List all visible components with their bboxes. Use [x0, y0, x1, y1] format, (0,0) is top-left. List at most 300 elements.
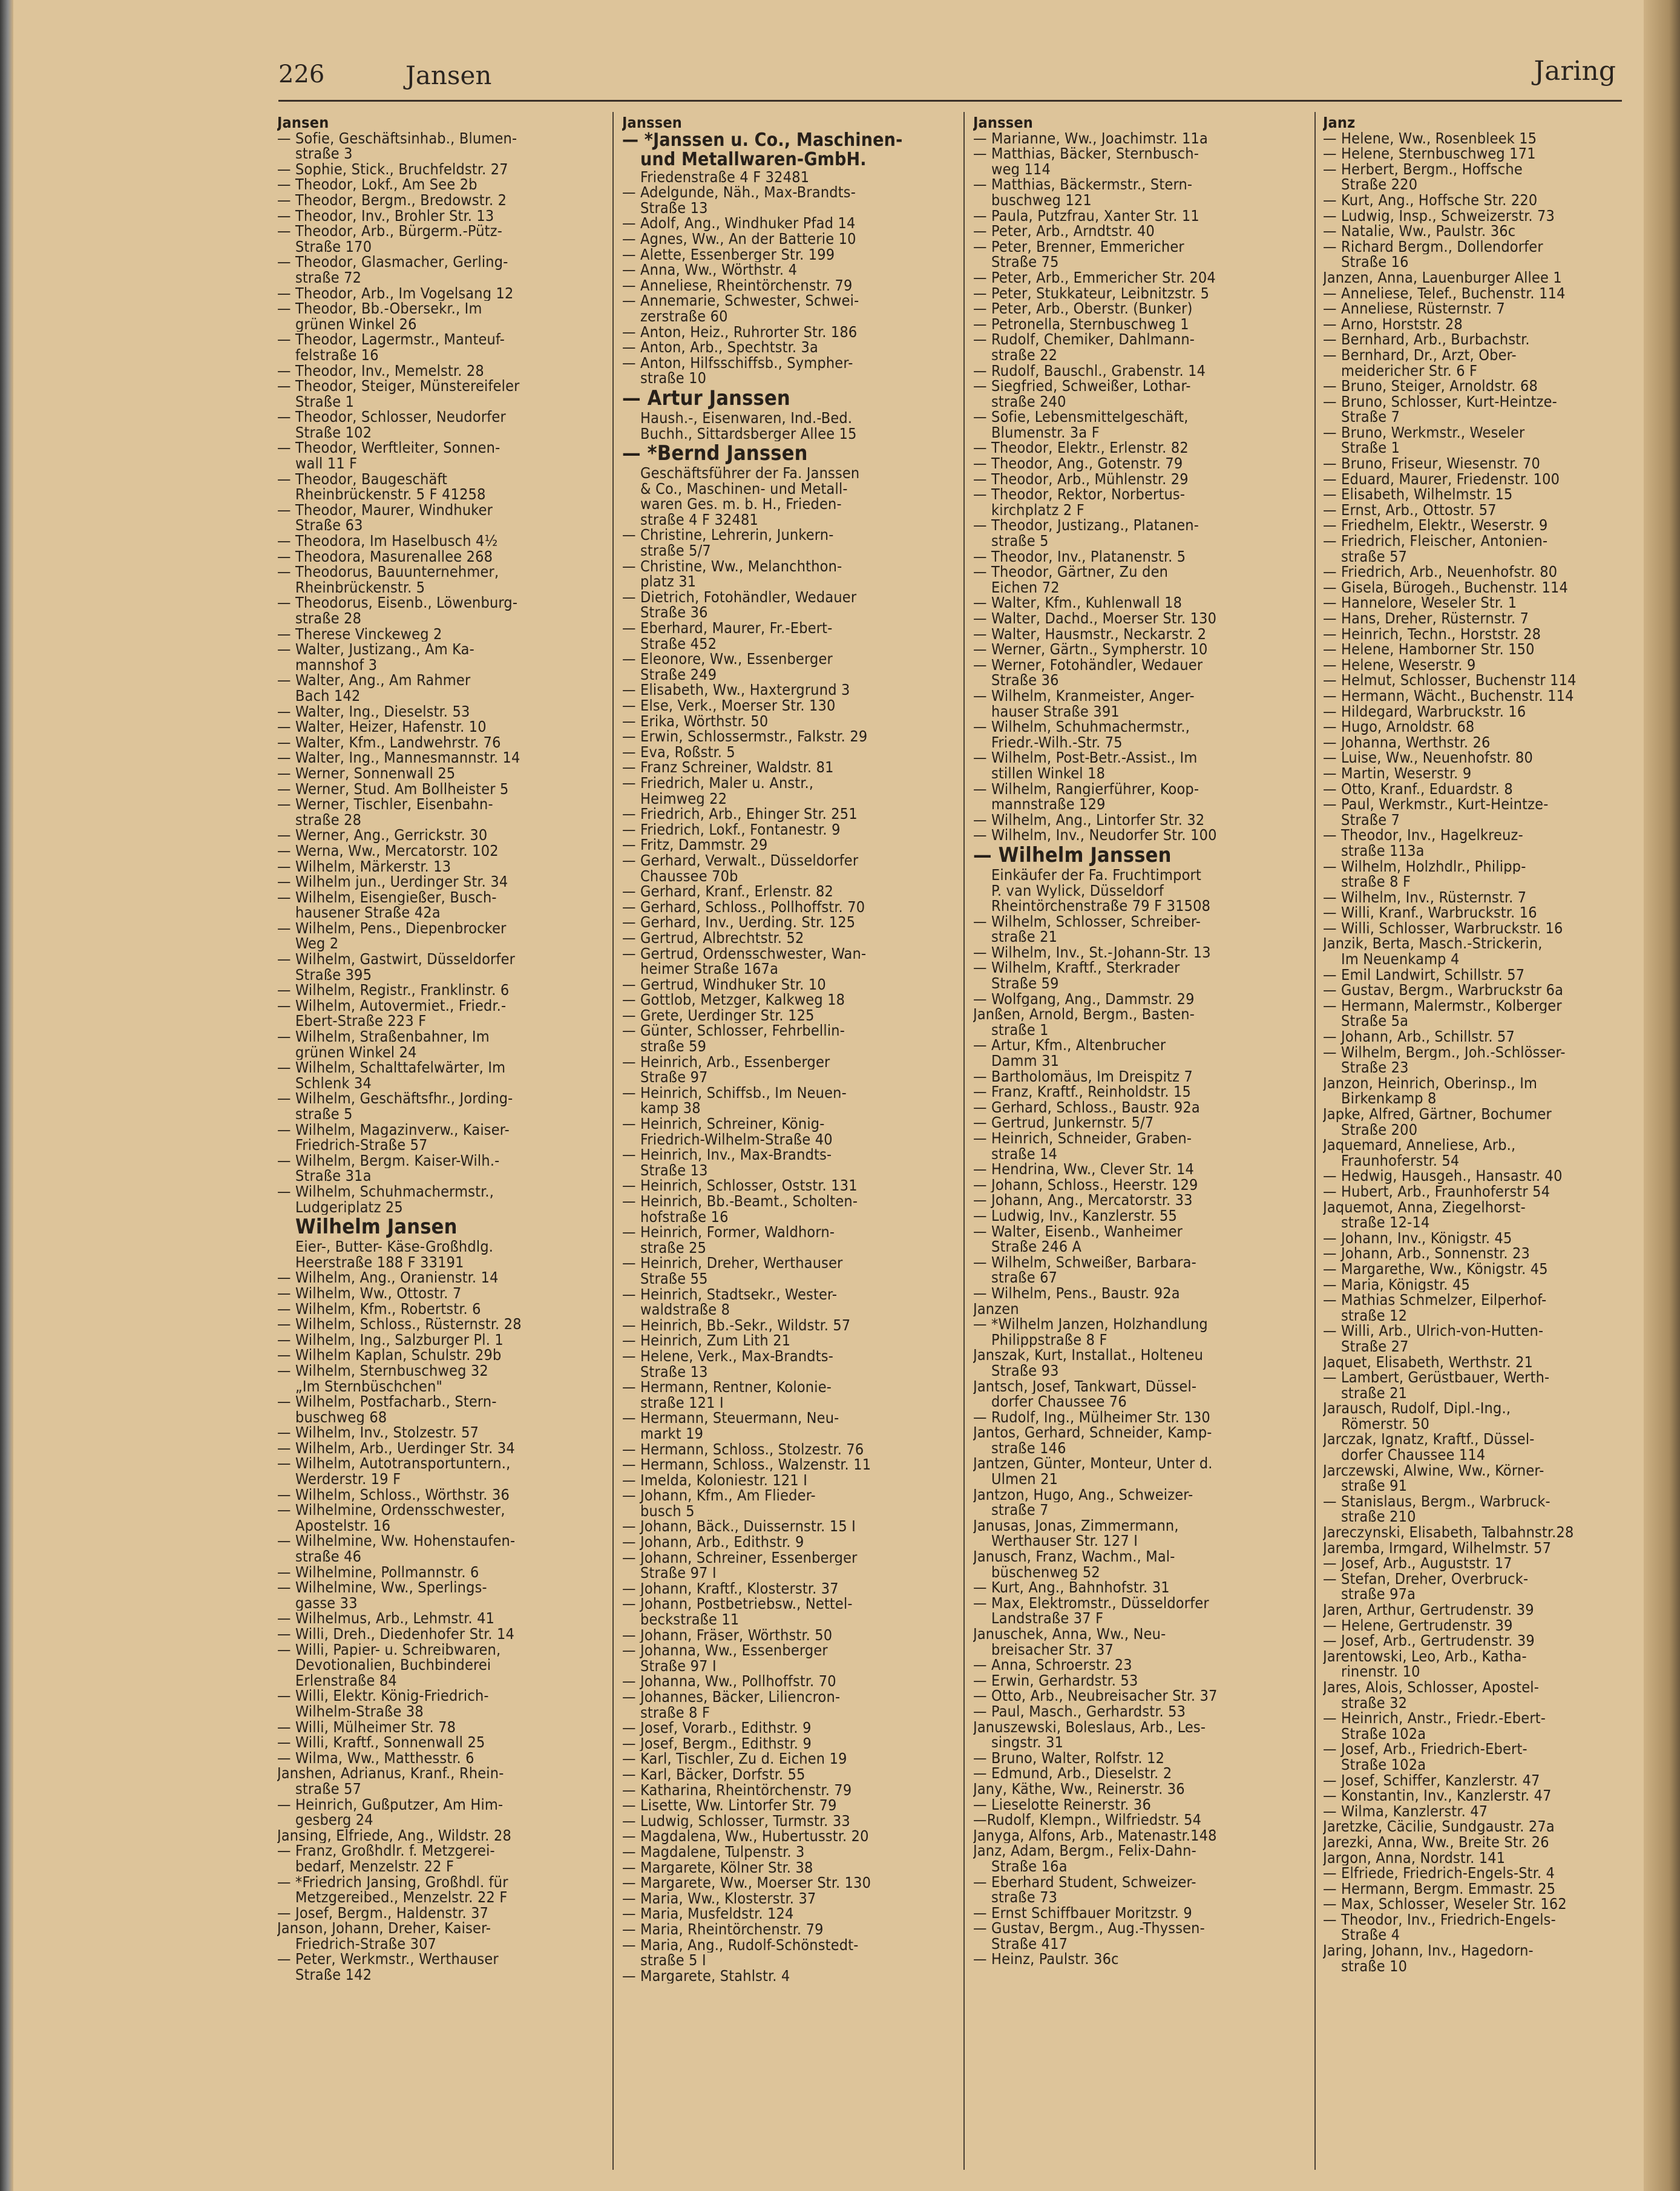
directory-entry-line: Devotionalien, Buchbinderei — [295, 1657, 491, 1673]
directory-entry-line: — Rudolf, Bauschl., Grabenstr. 14 — [973, 363, 1206, 379]
directory-entry-line: — Theodor, Rektor, Norbertus- — [973, 487, 1186, 502]
directory-entry-line: — Theodor, Lagermstr., Manteuf- — [277, 332, 505, 347]
directory-entry-line: — Gerhard, Kranf., Erlenstr. 82 — [622, 884, 834, 899]
directory-entry-line: — Theodora, Im Haselbusch 4½ — [277, 533, 498, 549]
directory-entry-line: — Werner, Fotohändler, Wedauer — [973, 657, 1203, 673]
directory-entry-line: — Johanna, Ww., Pollhoffstr. 70 — [622, 1674, 836, 1689]
directory-entry-line: — Wilhelmine, Ww., Sperlings- — [277, 1580, 487, 1595]
directory-entry-line: breisacher Str. 37 — [991, 1641, 1114, 1658]
directory-entry-line: — Anton, Arb., Spechtstr. 3a — [622, 340, 819, 355]
directory-entry-line: Straße 16a — [991, 1858, 1068, 1874]
directory-entry-line: — Heinrich, Schlosser, Oststr. 131 — [622, 1178, 858, 1194]
directory-entry-line: Straße 97 I — [640, 1565, 717, 1581]
directory-entry-line: — Ernst Schiffbauer Moritzstr. 9 — [973, 1905, 1192, 1921]
directory-entry-line: kamp 38 — [640, 1100, 701, 1117]
directory-entry-line: straße 46 — [295, 1549, 362, 1565]
directory-entry-line: — Gerhard, Schloss., Pollhoffstr. 70 — [622, 899, 865, 915]
directory-entry-line: — Werner, Stud. Am Bollheister 5 — [277, 781, 509, 797]
directory-entry-line: straße 12-14 — [1341, 1215, 1430, 1230]
directory-entry-line: — Willi, Mülheimer Str. 78 — [277, 1719, 456, 1735]
directory-entry-line: Eichen 72 — [991, 579, 1060, 596]
directory-entry-line: Straße 7 — [1341, 409, 1400, 425]
directory-entry-line: Straße 59 — [991, 976, 1059, 991]
directory-entry-line: rinenstr. 10 — [1341, 1664, 1420, 1680]
directory-entry-line: — Mathias Schmelzer, Eilperhof- — [1323, 1292, 1547, 1308]
directory-entry-line: — Hugo, Arnoldstr. 68 — [1323, 719, 1475, 735]
directory-entry-line: — Theodora, Masurenallee 268 — [277, 548, 493, 565]
directory-entry-line: Straße 170 — [295, 238, 372, 255]
directory-entry-line: — Gustav, Bergm., Warbruckstr 6a — [1323, 982, 1564, 998]
directory-entry-line: — Herbert, Bergm., Hoffsche — [1323, 161, 1523, 177]
directory-entry-line: — Johannes, Bäcker, Liliencron- — [622, 1689, 841, 1705]
directory-entry-line: — Anneliese, Rheintörchenstr. 79 — [622, 277, 853, 294]
running-head-right: Jaring — [1534, 56, 1616, 87]
directory-entry-line: — Johann, Arb., Sonnenstr. 23 — [1323, 1246, 1531, 1261]
directory-entry-line: — Wilhelm Kaplan, Schulstr. 29b — [277, 1347, 502, 1363]
directory-entry-line: — Elfriede, Friedrich-Engels-Str. 4 — [1323, 1865, 1555, 1881]
directory-entry-line: — Paula, Putzfrau, Xanter Str. 11 — [973, 208, 1199, 224]
directory-entry-line: — Theodor, Bergm., Bredowstr. 2 — [277, 192, 507, 208]
directory-entry-line: Januschek, Anna, Ww., Neu- — [973, 1626, 1166, 1642]
directory-entry-line: Werderstr. 19 F — [295, 1471, 401, 1487]
directory-entry-line: Jarczewski, Alwine, Ww., Körner- — [1323, 1462, 1544, 1479]
directory-entry-line: Straße 142 — [295, 1967, 372, 1983]
column-divider — [963, 112, 965, 2170]
directory-entry-line: — Josef, Schiffer, Kanzlerstr. 47 — [1323, 1772, 1540, 1789]
directory-entry-line: — Willi, Arb., Ulrich-von-Hutten- — [1323, 1323, 1544, 1339]
directory-entry-line: — Helene, Hamborner Str. 150 — [1323, 642, 1535, 657]
directory-entry-line: — Heinrich, Inv., Max-Brandts- — [622, 1147, 832, 1163]
directory-entry-line: — Theodor, Baugeschäft — [277, 471, 448, 487]
directory-entry-line: markt 19 — [640, 1425, 704, 1442]
directory-entry-line: — Ludwig, Inv., Kanzlerstr. 55 — [973, 1207, 1178, 1224]
directory-entry-line: — Hermann, Schloss., Stolzestr. 76 — [622, 1441, 864, 1457]
directory-entry-line: — Wilhelm, Schloss., Wörthstr. 36 — [277, 1486, 510, 1503]
directory-entry-line: Jantzon, Hugo, Ang., Schweizer- — [973, 1486, 1193, 1503]
directory-entry-line: Janz, Adam, Bergm., Felix-Dahn- — [973, 1843, 1196, 1859]
directory-entry-line: Jantos, Gerhard, Schneider, Kamp- — [973, 1425, 1212, 1440]
directory-entry-line: Jarezki, Anna, Ww., Breite Str. 26 — [1323, 1834, 1549, 1850]
directory-entry-line: — Johann, Fräser, Wörthstr. 50 — [622, 1627, 833, 1643]
directory-entry-line: — Eduard, Maurer, Friedenstr. 100 — [1323, 471, 1560, 487]
directory-entry-line: — Peter, Arb., Emmericher Str. 204 — [973, 269, 1216, 286]
directory-entry-line: Rheinbrückenstr. 5 — [295, 579, 425, 596]
directory-entry-line: Haush.-, Eisenwaren, Ind.-Bed. — [640, 410, 853, 426]
directory-entry-line: — Johann, Bäck., Duissernstr. 15 I — [622, 1519, 856, 1535]
directory-entry-line: Straße 417 — [991, 1936, 1068, 1952]
directory-entry-line: — Gerhard, Verwalt., Düsseldorfer — [622, 852, 859, 869]
directory-entry-line: — Heinrich, Anstr., Friedr.-Ebert- — [1323, 1710, 1546, 1726]
directory-entry-line: Jantsch, Josef, Tankwart, Düssel- — [973, 1378, 1197, 1394]
directory-entry-line: straße 113a — [1341, 843, 1425, 859]
directory-entry-line: — Heinrich, Schiffsb., Im Neuen- — [622, 1085, 847, 1101]
directory-entry-line: Jaren, Arthur, Gertrudenstr. 39 — [1323, 1602, 1534, 1618]
directory-entry-line: straße 4 F 32481 — [640, 511, 758, 528]
directory-entry-line: — Karl, Bäcker, Dorfstr. 55 — [622, 1766, 806, 1782]
directory-entry-line: Jarentowski, Leo, Arb., Katha- — [1323, 1648, 1527, 1664]
directory-entry-line: wall 11 F — [295, 456, 358, 471]
directory-entry-line: — Theodor, Werftleiter, Sonnen- — [277, 440, 500, 456]
directory-entry-line: — Hermann, Steuermann, Neu- — [622, 1410, 839, 1426]
directory-entry-line: Jaquemard, Anneliese, Arb., — [1323, 1137, 1516, 1153]
directory-entry-line: — Franz, Großhdlr. f. Metzgerei- — [277, 1843, 495, 1859]
directory-entry-line: Jantzen, Günter, Monteur, Unter d. — [973, 1456, 1213, 1472]
directory-entry-line: — Theodor, Glasmacher, Gerling- — [277, 254, 508, 270]
directory-entry-line: — Willi, Papier- u. Schreibwaren, — [277, 1641, 501, 1658]
directory-entry-line: — Peter, Stukkateur, Leibnitzstr. 5 — [973, 285, 1210, 301]
directory-entry-line: — Agnes, Ww., An der Batterie 10 — [622, 231, 856, 247]
directory-entry-line: — Wolfgang, Ang., Dammstr. 29 — [973, 991, 1195, 1007]
directory-entry-line: straße 8 F — [1341, 874, 1411, 890]
directory-entry-line: — Wilhelm, Ang., Oranienstr. 14 — [277, 1270, 499, 1286]
directory-entry-line: — Willi, Elektr. König-Friedrich- — [277, 1688, 489, 1704]
directory-entry-line: — Wilhelm, Geschäftsfhr., Jording- — [277, 1091, 513, 1106]
directory-entry-line: Straße 220 — [1341, 177, 1418, 192]
directory-entry-line: straße 14 — [991, 1146, 1058, 1162]
directory-entry-line: — Margarethe, Ww., Königstr. 45 — [1323, 1261, 1548, 1277]
directory-entry-line: Straße 395 — [295, 967, 372, 983]
directory-column-1 — [277, 115, 604, 2173]
directory-entry-line: Straße 97 — [640, 1069, 708, 1085]
directory-entry-line: Jaretzke, Cäcilie, Sundgaustr. 27a — [1323, 1819, 1555, 1835]
directory-entry-line: — Walter, Ing., Mannesmannstr. 14 — [277, 750, 520, 766]
directory-entry-line: — Hedwig, Hausgeh., Hansastr. 40 — [1323, 1168, 1563, 1184]
directory-entry-line: — Anna, Ww., Wörthstr. 4 — [622, 262, 798, 278]
directory-entry-line: Landstraße 37 F — [991, 1611, 1104, 1626]
directory-entry-line: — Petronella, Sternbuschweg 1 — [973, 316, 1189, 332]
directory-entry-line: — Wilhelm, Post-Betr.-Assist., Im — [973, 750, 1198, 766]
directory-entry-line: P. van Wylick, Düsseldorf — [991, 882, 1164, 899]
directory-entry-line: — Bruno, Schlosser, Kurt-Heintze- — [1323, 393, 1557, 410]
directory-entry-line: platz 31 — [640, 574, 697, 590]
directory-entry-line: straße 67 — [991, 1270, 1058, 1286]
directory-entry-line: — Maria, Königstr. 45 — [1323, 1276, 1471, 1293]
directory-entry-line: waldstraße 8 — [640, 1302, 730, 1318]
directory-entry-line: — Matthias, Bäcker, Sternbusch- — [973, 146, 1199, 162]
directory-entry-line: — Artur Janssen — [622, 386, 790, 410]
directory-entry-line: Janszak, Kurt, Installat., Holteneu — [973, 1347, 1204, 1363]
directory-entry-line: — Josef, Bergm., Haldenstr. 37 — [277, 1905, 489, 1921]
directory-entry-line: — Hubert, Arb., Fraunhoferstr 54 — [1323, 1183, 1550, 1200]
directory-entry-line: — Wilhelm, Sternbuschweg 32 — [277, 1362, 488, 1379]
directory-entry-line: Jarczak, Ignatz, Kraftf., Düssel- — [1323, 1431, 1535, 1448]
directory-entry-line: Rheintörchenstraße 79 F 31508 — [991, 898, 1211, 914]
directory-entry-line: — Wilhelm, Schweißer, Barbara- — [973, 1254, 1196, 1270]
directory-entry-line: Jany, Käthe, Ww., Reinerstr. 36 — [973, 1781, 1185, 1797]
directory-entry-line: — Gertrud, Albrechtstr. 52 — [622, 930, 804, 946]
directory-entry-line: — Eberhard, Maurer, Fr.-Ebert- — [622, 620, 833, 636]
directory-entry-line: Geschäftsführer der Fa. Janssen — [640, 465, 860, 481]
directory-entry-line: Janßen, Arnold, Bergm., Basten- — [973, 1007, 1195, 1022]
directory-entry-line: — Heinrich, Schneider, Graben- — [973, 1131, 1192, 1146]
directory-entry-line: Straße 36 — [640, 605, 708, 621]
directory-entry-line: — Friedrich, Maler u. Anstr., — [622, 775, 814, 791]
directory-entry-line: — Willi, Kraftf., Sonnenwall 25 — [277, 1735, 485, 1750]
directory-entry-line: — Rudolf, Chemiker, Dahlmann- — [973, 332, 1195, 347]
directory-entry-line: — Maria, Ww., Klosterstr. 37 — [622, 1890, 816, 1907]
directory-entry-line: — Josef, Arb., Auguststr. 17 — [1323, 1555, 1512, 1571]
directory-entry-line: — Peter, Arb., Oberstr. (Bunker) — [973, 301, 1193, 317]
directory-entry-line: — Johann, Postbetriebsw., Nettel- — [622, 1596, 853, 1612]
directory-entry-line: straße 1 — [991, 1022, 1049, 1038]
directory-entry-line: — Wilma, Ww., Matthesstr. 6 — [277, 1750, 474, 1766]
directory-entry-line: kirchplatz 2 F — [991, 502, 1084, 518]
directory-entry-line: — Wilhelmine, Ww. Hohenstaufen- — [277, 1533, 516, 1549]
directory-entry-line: — Peter, Arb., Arndtstr. 40 — [973, 223, 1155, 239]
directory-entry-line: — Bernhard, Arb., Burbachstr. — [1323, 332, 1530, 347]
directory-entry-line: — Fritz, Dammstr. 29 — [622, 837, 768, 853]
directory-entry-line: — Grete, Uerdinger Str. 125 — [622, 1007, 815, 1023]
directory-entry-line: hausener Straße 42a — [295, 905, 441, 921]
directory-entry-line: straße 5/7 — [640, 543, 711, 559]
directory-entry-line: Rheinbrückenstr. 5 F 41258 — [295, 487, 486, 502]
directory-entry-line: — Wilhelm, Pens., Diepenbrocker — [277, 920, 507, 936]
directory-entry-line: — Wilma, Kanzlerstr. 47 — [1323, 1803, 1488, 1819]
directory-entry-line: — Heinz, Paulstr. 36c — [973, 1951, 1119, 1968]
directory-entry-line: — Eberhard Student, Schweizer- — [973, 1874, 1196, 1890]
directory-entry-line: Jansing, Elfriede, Ang., Wildstr. 28 — [277, 1827, 511, 1844]
directory-entry-line: — Edmund, Arb., Dieselstr. 2 — [973, 1766, 1172, 1781]
directory-entry-line: — Wilhelm, Inv., Rüsternstr. 7 — [1323, 889, 1527, 905]
directory-entry-line: Straße 31a — [295, 1168, 372, 1184]
directory-entry-line: — Adelgunde, Näh., Max-Brandts- — [622, 185, 856, 200]
directory-entry-line: — Heinrich, Zum Lith 21 — [622, 1333, 791, 1348]
directory-column-4 — [1323, 115, 1626, 2173]
directory-entry-line: Janson, Johann, Dreher, Kaiser- — [277, 1920, 491, 1936]
directory-entry-line: — Wilhelm, Märkerstr. 13 — [277, 858, 451, 875]
directory-entry-line: Straße 102 — [295, 424, 372, 441]
directory-entry-line: — Wilhelmine, Pollmannstr. 6 — [277, 1564, 479, 1580]
directory-entry-line: — Ernst, Arb., Ottostr. 57 — [1323, 502, 1497, 518]
directory-entry-line: — Erwin, Gerhardstr. 53 — [973, 1672, 1138, 1689]
directory-entry-line: — Hans, Dreher, Rüsternstr. 7 — [1323, 611, 1529, 626]
directory-entry-line: — Maria, Rheintörchenstr. 79 — [622, 1921, 824, 1937]
directory-entry-line: — Helene, Ww., Rosenbleek 15 — [1323, 130, 1537, 146]
directory-entry-line: straße 121 I — [640, 1394, 724, 1411]
directory-entry-line: straße 57 — [295, 1781, 362, 1797]
directory-entry-line: Ulmen 21 — [991, 1471, 1058, 1487]
directory-entry-line: grünen Winkel 24 — [295, 1044, 417, 1060]
directory-entry-line: — Franz, Kraftf., Reinholdstr. 15 — [973, 1084, 1192, 1100]
directory-entry-line: Wilhelm Jansen — [295, 1215, 458, 1240]
directory-entry-line: — Friedrich, Arb., Ehinger Str. 251 — [622, 806, 858, 822]
directory-entry-line: Straße 246 A — [991, 1239, 1082, 1255]
directory-entry-line: — Bruno, Friseur, Wiesenstr. 70 — [1323, 456, 1540, 471]
directory-entry-line: — Maria, Ang., Rudolf-Schönstedt- — [622, 1937, 859, 1953]
directory-entry-line: straße 10 — [640, 370, 707, 386]
directory-entry-line: — Gertrud, Windhuker Str. 10 — [622, 976, 826, 993]
directory-entry-line: — Emil Landwirt, Schillstr. 57 — [1323, 967, 1525, 983]
directory-entry-line: — Theodor, Lokf., Am See 2b — [277, 177, 477, 192]
directory-entry-line: — Lambert, Gerüstbauer, Werth- — [1323, 1370, 1550, 1385]
directory-entry-line: — Johann, Inv., Königstr. 45 — [1323, 1230, 1512, 1246]
directory-entry-line: — Wilhelm, Kranmeister, Anger- — [973, 688, 1195, 704]
directory-entry-line: — Helene, Gertrudenstr. 39 — [1323, 1617, 1513, 1634]
directory-entry-line: straße 73 — [991, 1890, 1058, 1905]
directory-entry-line: — Peter, Brenner, Emmericher — [973, 238, 1184, 255]
directory-entry-line: — Sofie, Geschäftsinhab., Blumen- — [277, 130, 517, 146]
directory-entry-line: — Matthias, Bäckermstr., Stern- — [973, 177, 1193, 192]
directory-entry-line: Straße 102a — [1341, 1726, 1426, 1742]
directory-entry-line: — Hermann, Bergm. Emmastr. 25 — [1323, 1881, 1556, 1897]
directory-entry-line: — Heinrich, Dreher, Werthauser — [622, 1255, 843, 1271]
directory-entry-line: — Wilhelm, Straßenbahner, Im — [277, 1029, 490, 1045]
directory-entry-line: — Theodor, Ang., Gotenstr. 79 — [973, 456, 1183, 471]
directory-entry-line: — Wilhelm, Inv., Stolzestr. 57 — [277, 1425, 479, 1440]
directory-entry-line: Janssen — [622, 115, 683, 131]
directory-entry-line: — Annemarie, Schwester, Schwei- — [622, 293, 859, 309]
directory-entry-line: — Magdalene, Tulpenstr. 3 — [622, 1844, 805, 1860]
directory-entry-line: straße 28 — [295, 812, 362, 828]
directory-entry-line: — Therese Vinckeweg 2 — [277, 626, 442, 642]
directory-entry-line: buschweg 68 — [295, 1409, 387, 1425]
directory-entry-line: — Wilhelm, Registr., Franklinstr. 6 — [277, 982, 510, 998]
directory-entry-line: mannstraße 129 — [991, 797, 1106, 812]
directory-entry-line: straße 7 — [991, 1502, 1049, 1518]
directory-entry-line: — Wilhelm Janssen — [973, 843, 1172, 867]
directory-entry-line: — Gertrud, Junkernstr. 5/7 — [973, 1115, 1154, 1131]
directory-entry-line: Straße 75 — [991, 254, 1059, 270]
directory-entry-line: — Rudolf, Ing., Mülheimer Str. 130 — [973, 1409, 1210, 1425]
directory-entry-line: Friedr.-Wilh.-Str. 75 — [991, 734, 1123, 751]
directory-entry-line: — Josef, Arb., Friedrich-Ebert- — [1323, 1741, 1527, 1757]
directory-entry-line: — Erika, Wörthstr. 50 — [622, 713, 769, 729]
directory-entry-line: — Max, Elektromstr., Düsseldorfer — [973, 1595, 1209, 1611]
directory-entry-line: — Josef, Arb., Gertrudenstr. 39 — [1323, 1633, 1535, 1649]
directory-entry-line: — Wilhelm, Inv., Neudorfer Str. 100 — [973, 827, 1217, 843]
directory-entry-line: — Johann, Kraftf., Klosterstr. 37 — [622, 1580, 839, 1597]
directory-entry-line: Janssen — [973, 115, 1034, 131]
directory-entry-line: — Theodor, Inv., Platanenstr. 5 — [973, 548, 1186, 565]
directory-entry-line: — Theodor, Arb., Im Vogelsang 12 — [277, 285, 514, 301]
directory-entry-line: Chaussee 70b — [640, 868, 738, 884]
directory-entry-line: waren Ges. m. b. H., Frieden- — [640, 496, 842, 512]
directory-entry-line: — Gerhard, Inv., Uerding. Str. 125 — [622, 915, 856, 930]
directory-entry-line: Ludgeriplatz 25 — [295, 1199, 403, 1215]
directory-entry-line: Janzon, Heinrich, Oberinsp., Im — [1323, 1075, 1538, 1091]
directory-entry-line: straße 5 I — [640, 1953, 706, 1968]
directory-entry-line: — Wilhelm, Ww., Ottostr. 7 — [277, 1285, 462, 1301]
directory-entry-line: Janusas, Jonas, Zimmermann, — [973, 1517, 1179, 1534]
directory-entry-line: — Wilhelmus, Arb., Lehmstr. 41 — [277, 1611, 495, 1626]
directory-entry-line: Friedenstraße 4 F 32481 — [640, 169, 810, 185]
directory-entry-line: Straße 452 — [640, 636, 717, 652]
directory-entry-line: — Otto, Arb., Neubreisacher Str. 37 — [973, 1688, 1218, 1704]
directory-entry-line: straße 25 — [640, 1240, 707, 1256]
directory-entry-line: — Theodor, Schlosser, Neudorfer — [277, 409, 506, 425]
directory-entry-line: — Natalie, Ww., Paulstr. 36c — [1323, 223, 1516, 239]
directory-entry-line: — Theodor, Steiger, Münstereifeler — [277, 378, 520, 394]
directory-entry-line: — Bruno, Walter, Rolfstr. 12 — [973, 1750, 1165, 1766]
directory-entry-line: dorfer Chaussee 76 — [991, 1394, 1127, 1410]
directory-entry-line: — *Bernd Janssen — [622, 441, 808, 466]
directory-entry-line: — Wilhelm, Bergm. Kaiser-Wilh.- — [277, 1152, 500, 1169]
directory-entry-line: straße 210 — [1341, 1509, 1416, 1525]
directory-entry-line: — Theodor, Arb., Mühlenstr. 29 — [973, 471, 1189, 487]
directory-entry-line: „Im Sternbüschchen" — [295, 1378, 443, 1394]
directory-entry-line: — Walter, Eisenb., Wanheimer — [973, 1223, 1183, 1240]
directory-entry-line: Jaquet, Elisabeth, Werthstr. 21 — [1323, 1354, 1534, 1370]
directory-entry-line: — Wilhelm, Eisengießer, Busch- — [277, 889, 497, 905]
directory-entry-line: Straße 36 — [991, 672, 1059, 688]
directory-entry-line: — Christine, Ww., Melanchthon- — [622, 558, 842, 574]
directory-entry-line: — Ludwig, Schlosser, Turmstr. 33 — [622, 1813, 850, 1829]
directory-entry-line: — Theodor, Bb.-Obersekr., Im — [277, 301, 482, 317]
directory-entry-line: Straße 13 — [640, 1364, 708, 1380]
directory-entry-line: — Christine, Lehrerin, Junkern- — [622, 527, 834, 544]
directory-entry-line: — Wilhelm, Kraftf., Sterkrader — [973, 960, 1180, 976]
directory-entry-line: hauser Straße 391 — [991, 703, 1120, 720]
directory-entry-line: straße 21 — [1341, 1385, 1408, 1401]
directory-entry-line: — Wilhelm, Schuhmachermstr., — [973, 719, 1190, 735]
directory-column-3 — [973, 115, 1312, 2173]
directory-entry-line: Janyga, Alfons, Arb., Matenastr.148 — [973, 1827, 1217, 1844]
directory-entry-line: — Heinrich, Arb., Essenberger — [622, 1054, 830, 1070]
directory-entry-line: Straße 200 — [1341, 1122, 1418, 1138]
directory-entry-line: — Willi, Dreh., Diedenhofer Str. 14 — [277, 1626, 515, 1642]
directory-entry-line: hofstraße 16 — [640, 1209, 729, 1225]
directory-entry-line: bedarf, Menzelstr. 22 F — [295, 1858, 454, 1874]
directory-entry-line: — Friedrich, Arb., Neuenhofstr. 80 — [1323, 564, 1558, 580]
directory-entry-line: Jares, Alois, Schlosser, Apostel- — [1323, 1679, 1540, 1695]
directory-entry-line: — Walter, Justizang., Am Ka- — [277, 642, 474, 657]
directory-entry-line: — Paul, Werkmstr., Kurt-Heintze- — [1323, 797, 1549, 812]
directory-entry-line: — Johanna, Werthstr. 26 — [1323, 734, 1491, 751]
page-header — [278, 56, 1628, 104]
directory-entry-line: — Walter, Heizer, Hafenstr. 10 — [277, 719, 487, 735]
directory-entry-line: — Kurt, Ang., Hoffsche Str. 220 — [1323, 192, 1538, 208]
directory-entry-line: — Willi, Schlosser, Warbruckstr. 16 — [1323, 920, 1563, 936]
directory-entry-line: — Gertrud, Ordensschwester, Wan- — [622, 945, 867, 962]
directory-entry-line: Janzen, Anna, Lauenburger Allee 1 — [1323, 269, 1562, 286]
directory-entry-line: — *Wilhelm Janzen, Holzhandlung — [973, 1316, 1208, 1332]
directory-entry-line: — Werner, Ang., Gerrickstr. 30 — [277, 827, 488, 843]
directory-entry-line: —Rudolf, Klempn., Wilfriedstr. 54 — [973, 1812, 1202, 1828]
directory-entry-line: — Konstantin, Inv., Kanzlerstr. 47 — [1323, 1788, 1552, 1804]
directory-entry-line: dorfer Chaussee 114 — [1341, 1447, 1486, 1463]
directory-entry-line: — Hermann, Malermstr., Kolberger — [1323, 997, 1562, 1014]
directory-entry-line: — Alette, Essenberger Str. 199 — [622, 246, 835, 263]
directory-entry-line: straße 72 — [295, 269, 362, 286]
directory-entry-line: — Theodor, Maurer, Windhuker — [277, 502, 493, 518]
directory-entry-line: — Artur, Kfm., Altenbrucher — [973, 1037, 1166, 1054]
directory-entry-line: — Paul, Masch., Gerhardstr. 53 — [973, 1703, 1186, 1720]
directory-entry-line: Werthauser Str. 127 I — [991, 1533, 1138, 1549]
directory-entry-line: Fraunhoferstr. 54 — [1341, 1152, 1460, 1169]
directory-entry-line: — Werner, Gärtn., Sympherstr. 10 — [973, 642, 1208, 657]
directory-entry-line: — Helmut, Schlosser, Buchenstr 114 — [1323, 672, 1577, 688]
directory-entry-line: — Walter, Dachd., Moerser Str. 130 — [973, 611, 1217, 626]
directory-entry-line: — Arno, Horststr. 28 — [1323, 316, 1463, 332]
directory-entry-line: — Theodor, Gärtner, Zu den — [973, 564, 1169, 580]
directory-entry-line: straße 146 — [991, 1440, 1066, 1456]
directory-entry-line: — Wilhelm jun., Uerdinger Str. 34 — [277, 874, 508, 890]
directory-entry-line: Straße 23 — [1341, 1060, 1409, 1076]
directory-entry-line: straße 5 — [295, 1106, 353, 1122]
directory-entry-line: — Wilhelm, Bergm., Joh.-Schlösser- — [1323, 1044, 1566, 1060]
directory-entry-line: Straße 5a — [1341, 1013, 1409, 1030]
directory-entry-line: Janshen, Adrianus, Kranf., Rhein- — [277, 1766, 504, 1781]
directory-entry-line: Straße 55 — [640, 1270, 708, 1287]
directory-entry-line: — Max, Schlosser, Weseler Str. 162 — [1323, 1896, 1567, 1912]
directory-entry-line: straße 57 — [1341, 548, 1408, 565]
directory-entry-line: — Stefan, Dreher, Overbruck- — [1323, 1571, 1529, 1587]
directory-entry-line: — *Friedrich Jansing, Großhdl. für — [277, 1874, 508, 1890]
column-divider — [1314, 112, 1316, 2170]
directory-entry-line: — Wilhelm, Ang., Lintorfer Str. 32 — [973, 812, 1205, 828]
directory-entry-line: — Heinrich, Bb.-Sekr., Wildstr. 57 — [622, 1317, 851, 1333]
directory-entry-line: gasse 33 — [295, 1595, 358, 1611]
